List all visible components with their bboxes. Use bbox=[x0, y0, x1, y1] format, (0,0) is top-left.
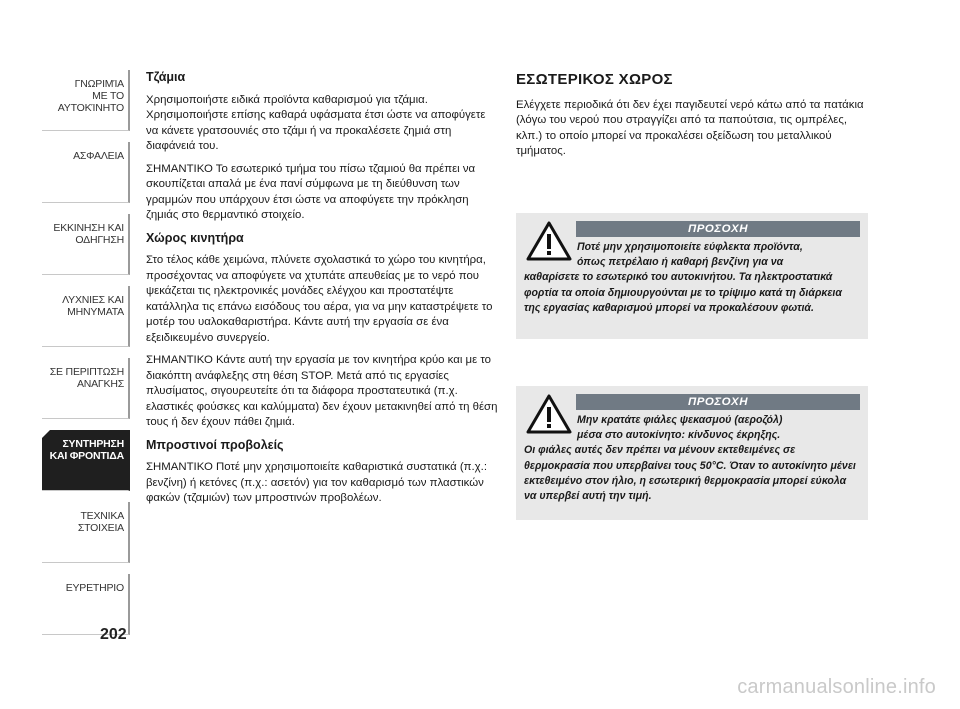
warning-heading: ΠΡΟΣΟΧΗ bbox=[576, 221, 860, 237]
paragraph: Στο τέλος κάθε χειμώνα, πλύνετε σχολαστικά το χώρο του κινητήρα, προσέχοντας να αποφύγετε να χτυπάτε απευθείας με το νερό που ψεκάζεται τις ηλεκτρονικές μονάδες ελέγχου και προστατέψτε κατάλληλα τις επάνω εισόδους του αέρα, για να μην καταστρέψετε το μοτέρ του υαλοκαθαριστήρα. Κάντε αυτή την εργασία σε ένα εξειδικευμένο συνεργείο. bbox=[146, 254, 493, 344]
right-column bbox=[516, 72, 868, 160]
tab-safety[interactable] bbox=[42, 142, 130, 203]
left-column bbox=[146, 70, 498, 514]
tab-label: ΕΥΡΕΤΗΡΙΟ bbox=[65, 582, 124, 594]
warning-line: μέσα στο αυτοκίνητο: κίνδυνος έκρηξης. bbox=[577, 429, 781, 442]
watermark: carmanualsonline.info bbox=[737, 676, 936, 698]
tab-label: ΛΥΧΝΙΕΣ ΚΑΙ ΜΗΝΥΜΑΤΑ bbox=[62, 294, 124, 318]
tab-getting-to-know[interactable] bbox=[42, 70, 130, 131]
tab-starting-driving[interactable] bbox=[42, 214, 130, 275]
tab-label: ΣΕ ΠΕΡΙΠΤΩΣΗ ΑΝΑΓΚΗΣ bbox=[49, 366, 124, 390]
warning-text bbox=[524, 413, 860, 504]
paragraph: Χρησιμοποιήστε ειδικά προϊόντα καθαρισμού για τζάμια. Χρησιμοποιήστε επίσης καθαρά υφάσματα έτσι ώστε να αποφύγετε να κάνετε γρατσουνιές στο τζάμι ή να προκαλέσετε ζημιά στη διαφάνειά του. bbox=[146, 93, 486, 152]
warning-box bbox=[516, 213, 868, 339]
warning-heading: ΠΡΟΣΟΧΗ bbox=[576, 394, 860, 410]
section-title: ΕΣΩΤΕΡΙΚΟΣ ΧΩΡΟΣ bbox=[516, 71, 673, 88]
paragraph: ΣΗΜΑΝΤΙΚΟ Το εσωτερικό τμήμα του πίσω τζαμιού θα πρέπει να σκουπίζεται απαλά με ένα πανί σύμφωνα με τη διεύθυνση των γραμμών που υπάρχουν έτσι ώστε να αποφύγετε την πρόκληση ζημιάς στο θερμαντικό στοιχείο. bbox=[146, 162, 476, 221]
warning-line: όπως πετρέλαιο ή καθαρή βενζίνη για να bbox=[577, 256, 784, 269]
paragraph: ΣΗΜΑΝΤΙΚΟ Κάντε αυτή την εργασία με τον κινητήρα κρύο και με το διακόπτη ανάφλεξης στη θέση STOP. Μετά από τις εργασίες πλυσίματος, σιγουρευτείτε ότι τα διάφορα προστατευτικά (π.χ. ελαστικές φούσκες και καλύμματα) δεν έχουν μετακινηθεί από τη θέση τους ή δεν έχουν πάθει ζημιά. bbox=[146, 354, 498, 428]
tab-label: ΣΥΝΤΗΡΗΣΗ ΚΑΙ ΦΡΟΝΤΙΔΑ bbox=[49, 438, 124, 462]
tab-label: ΤΕΧΝΙΚΑ ΣΤΟΙΧΕΙΑ bbox=[77, 510, 124, 534]
heading-glass: Τζάμια bbox=[146, 70, 186, 84]
warning-box bbox=[516, 386, 868, 520]
page-number: 202 bbox=[100, 626, 127, 643]
tab-maintenance-care[interactable] bbox=[42, 430, 130, 491]
warning-line: Μην κρατάτε φιάλες ψεκασμού (αεροζόλ) bbox=[577, 414, 783, 426]
heading-engine-bay: Χώρος κινητήρα bbox=[146, 230, 244, 245]
tab-label: ΑΣΦΑΛΕΙΑ bbox=[73, 150, 124, 162]
warning-text bbox=[524, 240, 860, 316]
tab-label: ΓΝΩΡΙΜΊΑ ΜΕ ΤΟ ΑΥΤΟΚΊΝΗΤΟ bbox=[57, 78, 124, 114]
warning-rest: Οι φιάλες αυτές δεν πρέπει να μένουν εκτεθειμένες σε θερμοκρασία που υπερβαίνει τους 50°C. Όταν το αυτοκίνητο μένει εκτεθειμένο στον ήλιο, η εσωτερική θερμοκρασία μπορεί εύκολα να υπερβεί αυτή την τιμή. bbox=[524, 444, 856, 503]
tab-warning-lights[interactable] bbox=[42, 286, 130, 347]
warning-line: Ποτέ μην χρησιμοποιείτε εύφλεκτα προϊόντα, bbox=[577, 241, 803, 253]
tab-label: ΕΚΚΙΝΗΣΗ ΚΑΙ ΟΔΗΓΗΣΗ bbox=[53, 222, 124, 246]
tab-technical-data[interactable] bbox=[42, 502, 130, 563]
paragraph: Ελέγχετε περιοδικά ότι δεν έχει παγιδευτεί νερό κάτω από τα πατάκια (λόγω του νερού που στραγγίζει από τα παπούτσια, τις ομπρέλες, κλπ.) το οποίο μπορεί να προκαλέσει οξείδωση του μεταλλικού τμήματος. bbox=[516, 98, 864, 157]
section-sidebar bbox=[42, 70, 130, 646]
warning-rest: καθαρίσετε το εσωτερικό του αυτοκινήτου. Τα ηλεκτροστατικά φορτία τα οποία δημιουργούνται με το τρίψιμο κατά τη διάρκεια της εργασίας καθαρισμού μπορεί να προκαλέσουν φωτιά. bbox=[524, 271, 842, 314]
heading-headlights: Μπροστινοί προβολείς bbox=[146, 437, 284, 452]
paragraph: ΣΗΜΑΝΤΙΚΟ Ποτέ μην χρησιμοποιείτε καθαριστικά συστατικά (π.χ.: βενζίνη) ή κετόνες (π.χ.: ασετόν) για τον καθαρισμό των πλαστικών φακών (τζαμιών) των μπροστινών προβολέων. bbox=[146, 461, 487, 504]
tab-emergency[interactable] bbox=[42, 358, 130, 419]
